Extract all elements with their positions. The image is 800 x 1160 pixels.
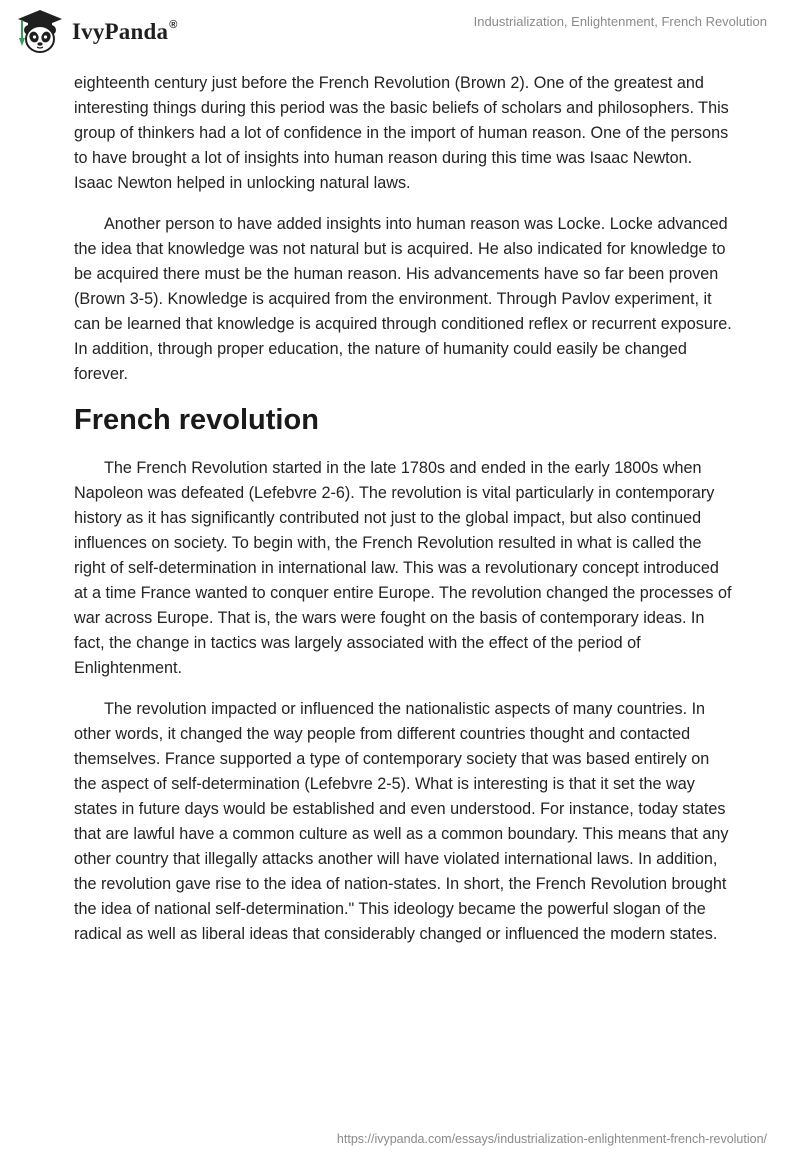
essay-content — [74, 71, 734, 963]
brand-name: IvyPanda® — [72, 19, 178, 44]
source-url[interactable]: https://ivypanda.com/essays/industrialization-enlightenment-french-revolution/ — [336, 1132, 767, 1146]
ivypanda-logo[interactable] — [14, 8, 178, 56]
section-heading: French revolution — [74, 404, 319, 436]
panda-graduate-icon — [14, 8, 66, 56]
page-header — [0, 0, 800, 70]
paragraph: The French Revolution started in the late 1780s and ended in the early 1800s when Napoleon was defeated (Lefebvre 2-6). The revolution is vital particularly in contemporary history as it has significantly contributed not just to the global impact, but also continued influences on society. To begin with, the French Revolution resulted in what is called the right of self-determination in international law. This was a revolutionary concept introduced at a time France wanted to conquer entire Europe. The revolution changed the processes of war across Europe. That is, the wars were fought on the basis of contemporary ideas. In fact, the change in tactics was largely associated with the effect of the period of Enlightenment. — [74, 459, 732, 677]
document-title: Industrialization, Enlightenment, French Revolution — [473, 14, 767, 29]
paragraph: eighteenth century just before the French Revolution (Brown 2). One of the greatest and interesting things during this period was the basic beliefs of scholars and philosophers. This group of thinkers had a lot of confidence in the import of human reason. One of the persons to have brought a lot of insights into human reason during this time was Isaac Newton. Isaac Newton helped in unlocking natural laws. — [74, 74, 729, 192]
paragraph: Another person to have added insights into human reason was Locke. Locke advanced the idea that knowledge was not natural but is acquired. He also indicated for knowledge to be acquired there must be the human reason. His advancements have so far been proven (Brown 3-5). Knowledge is acquired from the environment. Through Pavlov experiment, it can be learned that knowledge is acquired through conditioned reflex or recurrent exposure. In addition, through proper education, the nature of humanity could easily be changed forever. — [74, 215, 732, 383]
paragraph: The revolution impacted or influenced the nationalistic aspects of many countries. In other words, it changed the way people from different countries thought and contacted themselves. France supported a type of contemporary society that was based entirely on the aspect of self-determination (Lefebvre 2-5). What is interesting is that it set the way states in future days would be established and even understood. For instance, today states that are lawful have a common culture as well as a common boundary. This means that any other country that illegally attacks another will have violated international laws. In addition, the revolution gave rise to the idea of nation-states. In short, the French Revolution brought the idea of national self-determination." This ideology became the powerful slogan of the radical as well as liberal ideas that considerably changed or influenced the modern states. — [74, 700, 729, 943]
